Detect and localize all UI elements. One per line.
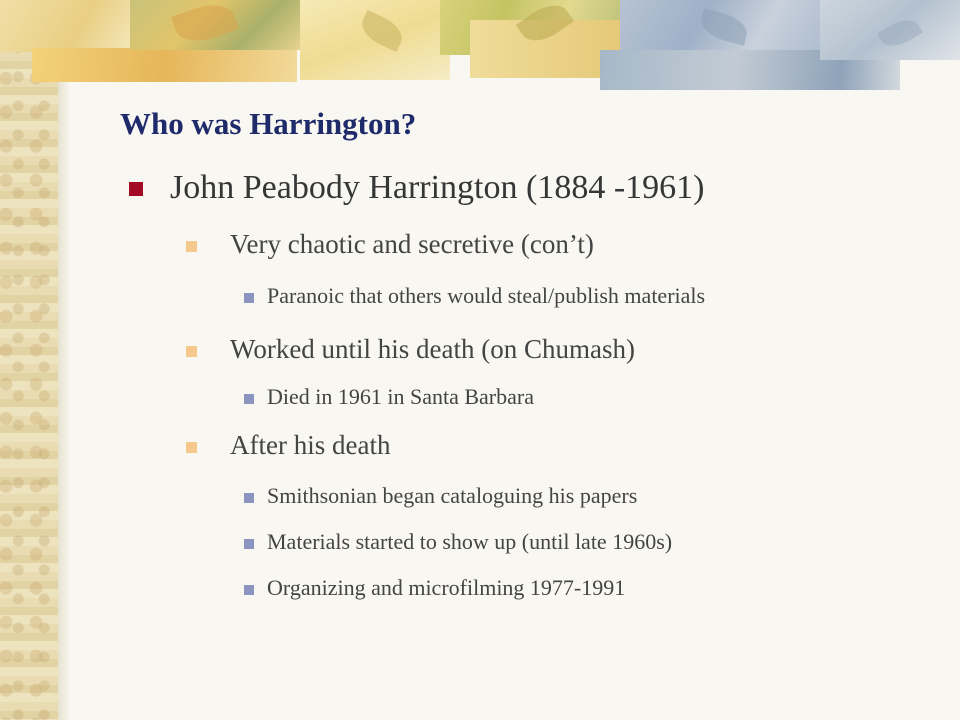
square-bullet-icon [244, 493, 254, 503]
main-bullet [123, 169, 704, 207]
sub-bullet-text: Worked until his death (on Chumash) [230, 334, 636, 364]
detail-bullet [244, 283, 705, 309]
detail-bullet-text: Materials started to show up (until late 1960s) [267, 529, 673, 554]
decorative-banner [0, 0, 960, 100]
square-bullet-icon [244, 394, 254, 404]
sub-bullet-text: Very chaotic and secretive (con’t) [230, 229, 594, 259]
square-bullet-icon [244, 539, 254, 549]
sub-bullet [186, 229, 594, 260]
sub-bullet [186, 334, 635, 365]
detail-bullet [244, 483, 637, 509]
detail-bullet [244, 575, 625, 601]
square-bullet-icon [186, 241, 197, 252]
slide-title: Who was Harrington? [120, 106, 417, 141]
detail-bullet-text: Organizing and microfilming 1977-1991 [267, 575, 626, 600]
square-bullet-icon [244, 293, 254, 303]
detail-bullet [244, 384, 534, 410]
detail-bullet [244, 529, 672, 555]
detail-bullet-text: Died in 1961 in Santa Barbara [267, 384, 534, 409]
square-bullet-icon [186, 442, 197, 453]
sub-bullet [186, 430, 390, 461]
square-bullet-icon [244, 585, 254, 595]
square-bullet-icon [186, 346, 197, 357]
detail-bullet-text: Smithsonian began cataloguing his papers [267, 483, 638, 508]
square-bullet-icon [129, 182, 143, 196]
main-bullet-text: John Peabody Harrington (1884 -1961) [170, 169, 705, 206]
textured-left-strip [0, 0, 58, 720]
sub-bullet-text: After his death [230, 430, 391, 460]
detail-bullet-text: Paranoic that others would steal/publish materials [267, 283, 706, 308]
